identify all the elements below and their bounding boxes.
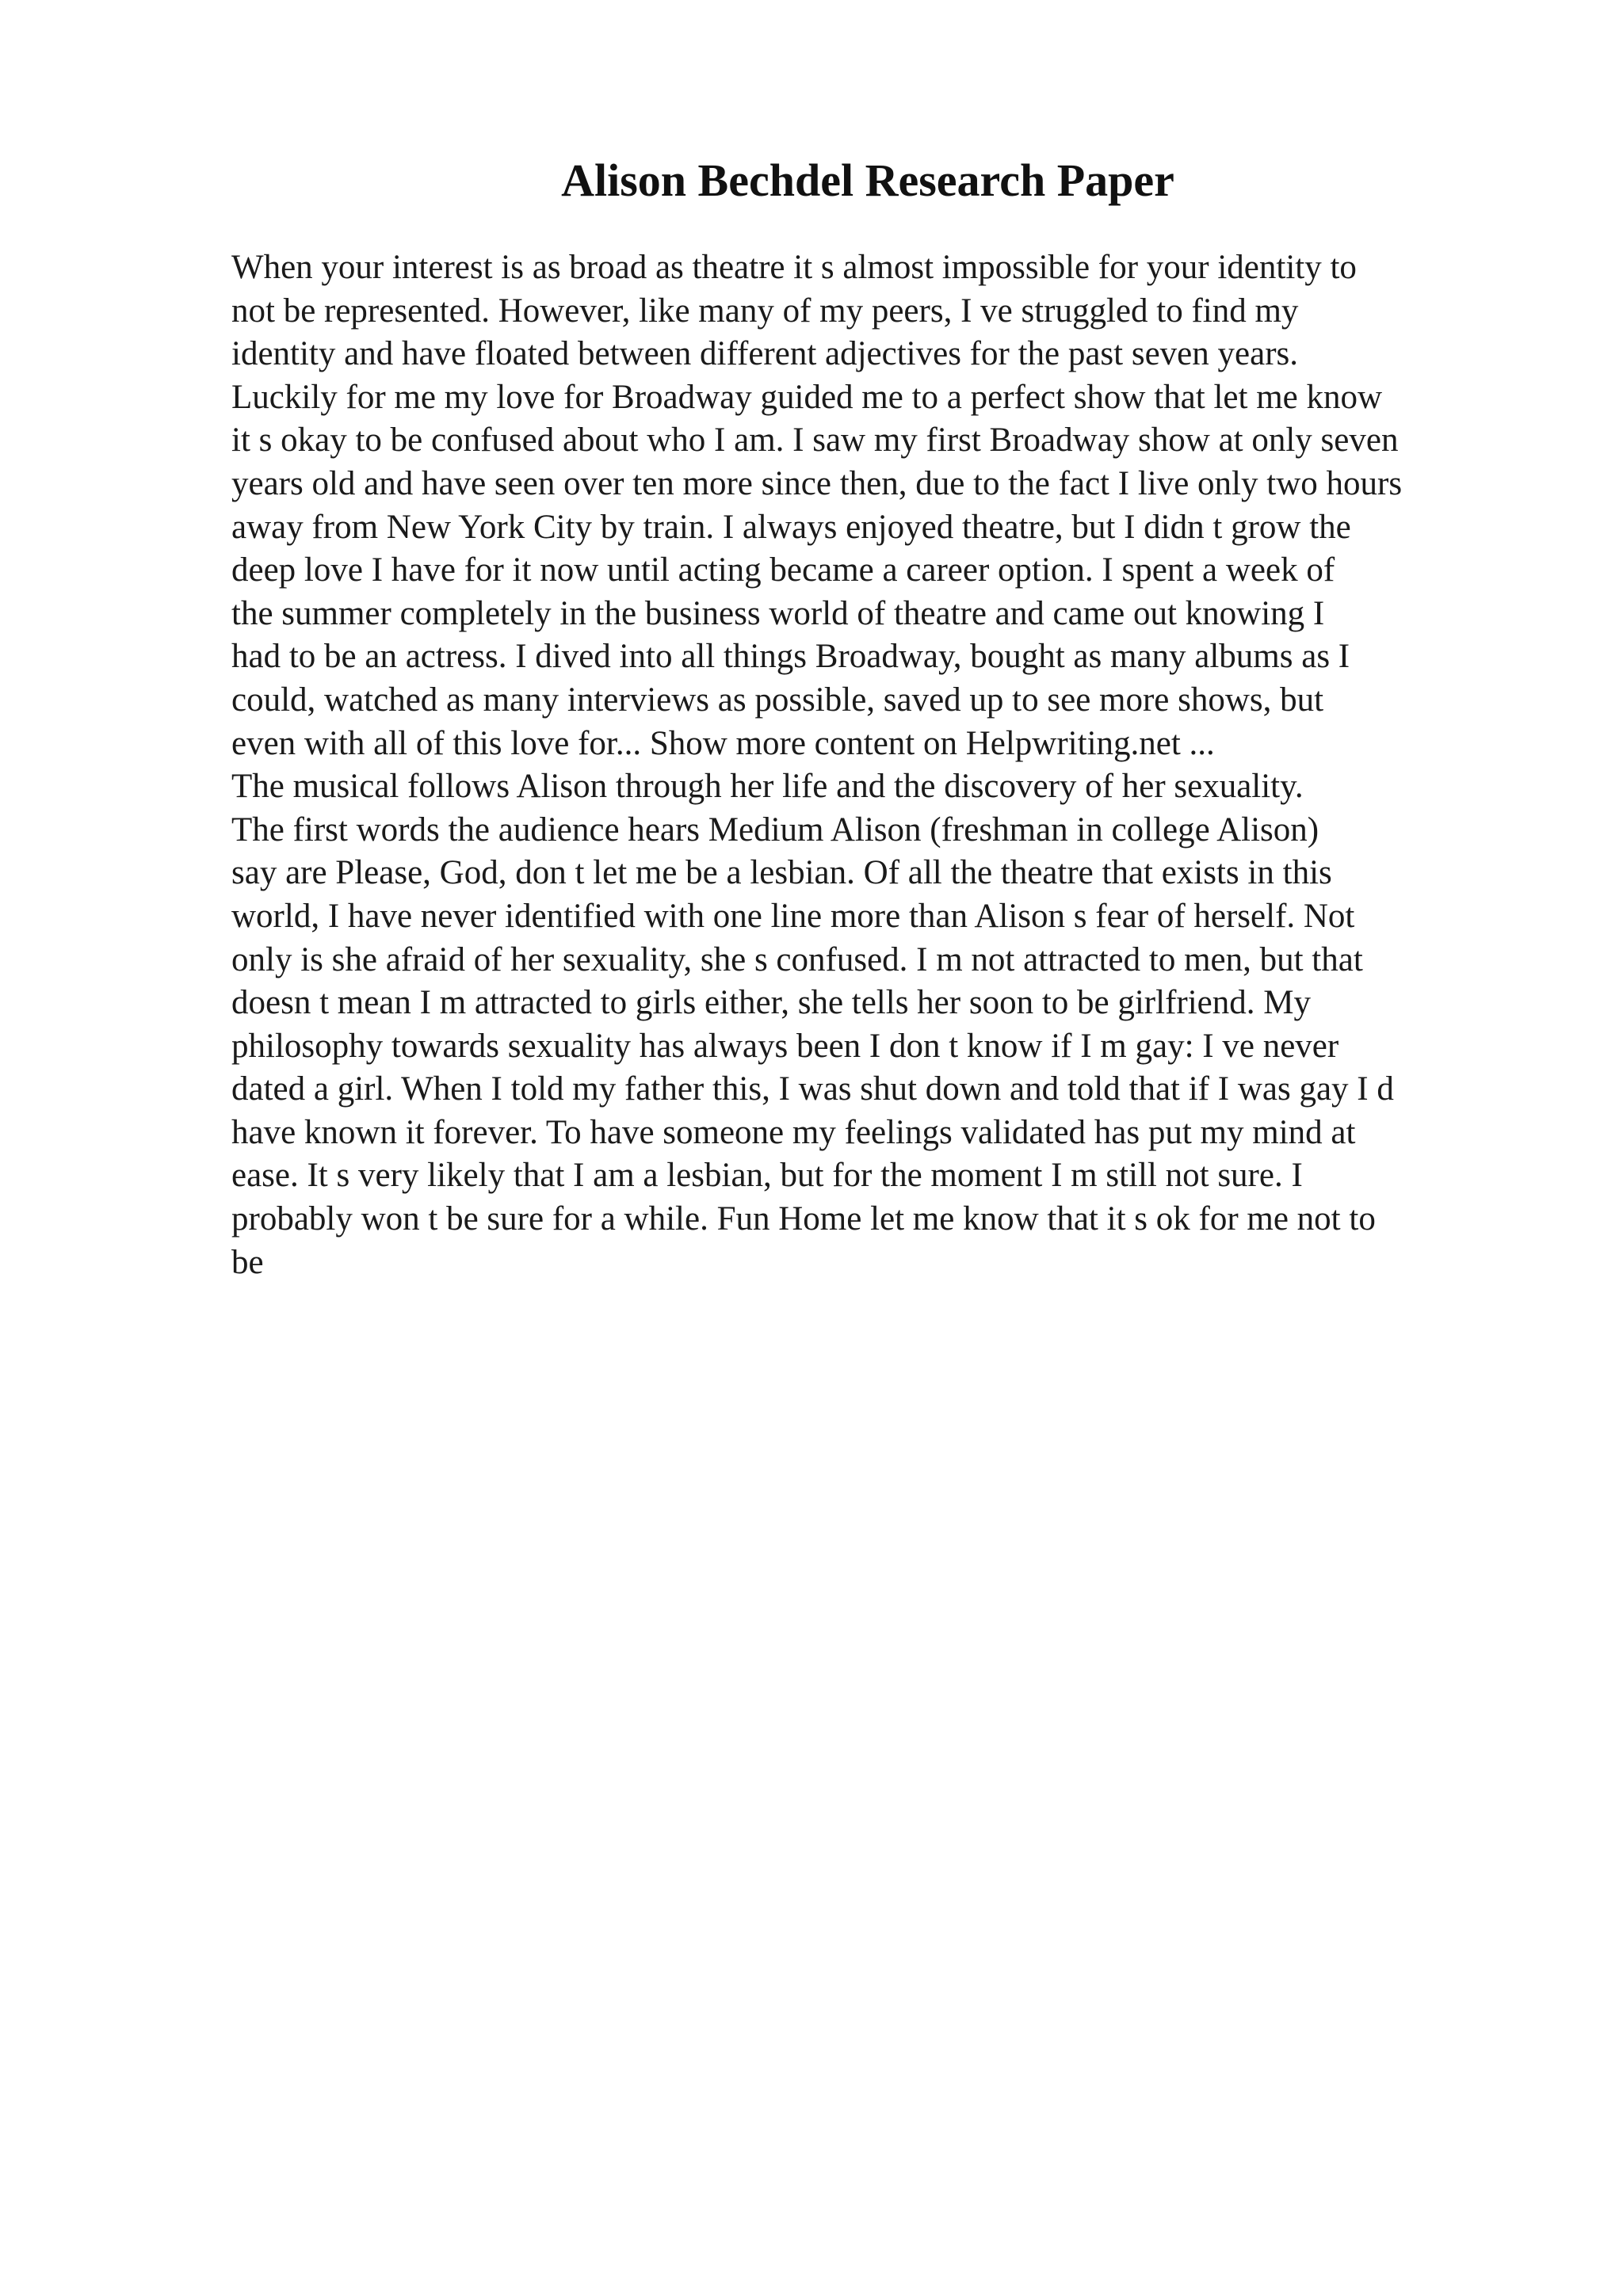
text-line: had to be an actress. I dived into all things Broadway, bought as many albums as I bbox=[231, 638, 1350, 676]
text-line: years old and have seen over ten more since then, due to the fact I live only two hours bbox=[231, 464, 1403, 502]
text-line: The musical follows Alison through her life and the discovery of her sexuality. bbox=[231, 768, 1304, 806]
page-title: Alison Bechdel Research Paper bbox=[561, 154, 1174, 206]
text-line: identity and have floated between different adjectives for the past seven years. bbox=[231, 335, 1298, 373]
text-line: even with all of this love for... Show more content on Helpwriting.net ... bbox=[231, 724, 1215, 762]
body-text bbox=[231, 246, 1531, 1284]
text-line: it s okay to be confused about who I am. I saw my first Broadway show at only seven bbox=[231, 421, 1399, 460]
text-line: could, watched as many interviews as possible, saved up to see more shows, but bbox=[231, 681, 1324, 719]
text-line: probably won t be sure for a while. Fun Home let me know that it s ok for me not to bbox=[231, 1200, 1376, 1238]
text-line: doesn t mean I m attracted to girls either, she tells her soon to be girlfriend. My bbox=[231, 984, 1311, 1022]
text-line: deep love I have for it now until acting became a career option. I spent a week of bbox=[231, 551, 1335, 589]
text-line: The first words the audience hears Medium Alison (freshman in college Alison) bbox=[231, 810, 1319, 849]
text-line: ease. It s very likely that I am a lesbian, but for the moment I m still not sure. I bbox=[231, 1157, 1303, 1195]
text-line: away from New York City by train. I always enjoyed theatre, but I didn t grow the bbox=[231, 508, 1351, 546]
text-line: Luckily for me my love for Broadway guided me to a perfect show that let me know bbox=[231, 378, 1383, 416]
text-line: be bbox=[231, 1243, 264, 1281]
text-line: When your interest is as broad as theatre it s almost impossible for your identity to bbox=[231, 249, 1357, 286]
text-line: say are Please, God, don t let me be a lesbian. Of all the theatre that exists in this bbox=[231, 854, 1332, 892]
text-line: dated a girl. When I told my father this, I was shut down and told that if I was gay I d bbox=[231, 1070, 1394, 1108]
text-line: philosophy towards sexuality has always been I don t know if I m gay: I ve never bbox=[231, 1027, 1339, 1065]
text-line: world, I have never identified with one line more than Alison s fear of herself. Not bbox=[231, 897, 1355, 935]
text-line: not be represented. However, like many of my peers, I ve struggled to find my bbox=[231, 292, 1299, 330]
text-line: have known it forever. To have someone my feelings validated has put my mind at bbox=[231, 1113, 1356, 1151]
text-line: the summer completely in the business world of theatre and came out knowing I bbox=[231, 594, 1325, 632]
text-line: only is she afraid of her sexuality, she s confused. I m not attracted to men, but that bbox=[231, 940, 1363, 978]
